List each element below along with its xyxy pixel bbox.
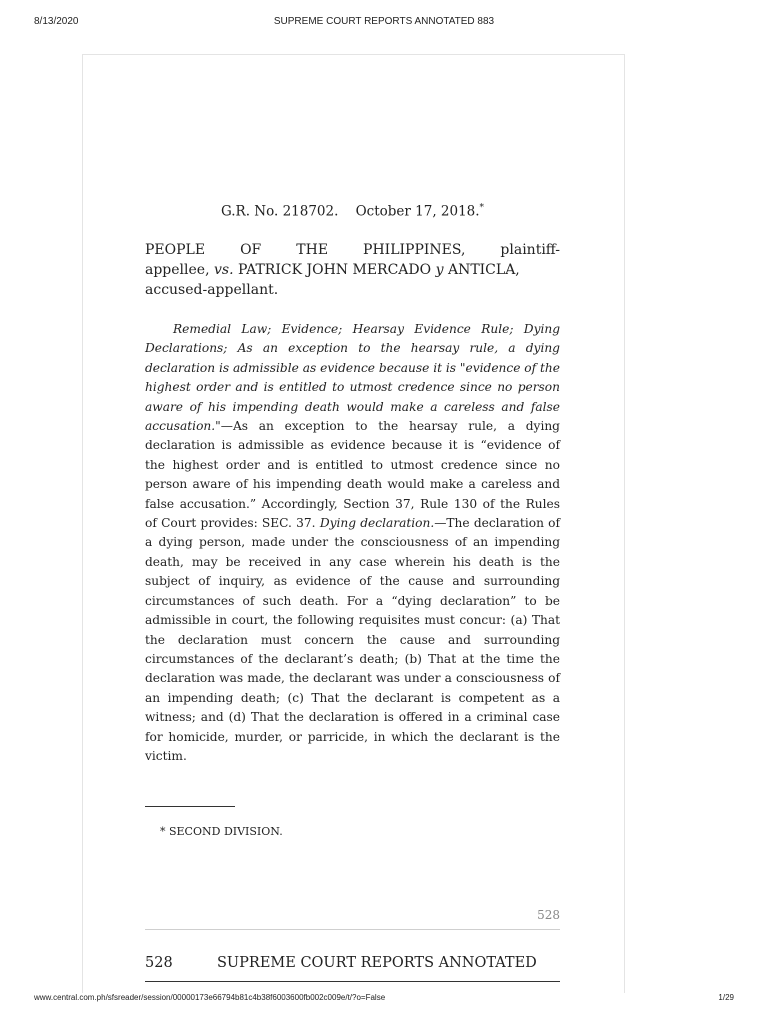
syllabus-headnote: Remedial Law; Evidence; Hearsay Evidence Rule; Dying Declarations; As an exception to the hearsay rule, a dying declaration is admissible as evidence because it is "evidence of the highest order and is entitled to utmost credence since no person aware of his impending death would make a careless and false accusation." bbox=[145, 322, 560, 434]
parties-word: plaintiff- bbox=[500, 242, 560, 258]
page-divider bbox=[145, 929, 560, 930]
syllabus-italic-term: Dying declaration. bbox=[319, 516, 435, 531]
syllabus-body: —The declaration of a dying person, made under the consciousness of an impending death, may be received in any case wherein his death is the subject of inquiry, as evidence of the cause and surrounding circumstances of such death. For a “dying declaration” to be admissible in court, the following requisites must concur: (a) That the declaration must concern the cause and surrounding circumstances of the declarant’s death; (b) That at the time the declaration was made, the declarant was under a consciousness of an impending death; (c) That the declarant is competent as a witness; and (d) That the declaration is offered in a criminal case for homicide, murder, or parricide, in which the declarant is the victim. bbox=[145, 516, 560, 763]
running-head bbox=[145, 955, 537, 971]
parties-word: PHILIPPINES, bbox=[363, 242, 466, 258]
running-head-divider bbox=[145, 981, 560, 982]
print-header bbox=[0, 16, 768, 32]
running-head-number: 528 bbox=[145, 955, 173, 971]
decision-date: October 17, 2018. bbox=[355, 203, 480, 220]
parties-text: ANTICLA, bbox=[447, 262, 520, 278]
case-parties bbox=[145, 240, 560, 300]
parties-line-1 bbox=[145, 240, 560, 260]
footnote: * SECOND DIVISION. bbox=[160, 825, 283, 838]
print-url: www.central.com.ph/sfsreader/session/00000173e66794b81c4b38f6003600fb002c009e/t/?o=False bbox=[34, 993, 386, 1002]
print-page-count: 1/29 bbox=[718, 993, 734, 1002]
footnote-divider bbox=[145, 806, 235, 807]
parties-text: y bbox=[435, 262, 444, 278]
print-date: 8/13/2020 bbox=[34, 16, 79, 27]
parties-word: OF bbox=[240, 242, 262, 258]
page-number: 528 bbox=[537, 908, 560, 922]
accused-name: PATRICK JOHN MERCADO bbox=[237, 262, 432, 278]
parties-line-2 bbox=[145, 260, 560, 280]
running-head-title: SUPREME COURT REPORTS ANNOTATED bbox=[217, 955, 537, 971]
versus-text: vs. bbox=[213, 262, 234, 278]
footnote-marker[interactable]: * bbox=[479, 203, 485, 213]
parties-line-3: accused-appellant. bbox=[145, 282, 279, 298]
syllabus-paragraph bbox=[145, 320, 560, 766]
case-number-line bbox=[145, 203, 560, 220]
parties-word: THE bbox=[296, 242, 329, 258]
parties-word: PEOPLE bbox=[145, 242, 206, 258]
print-title: SUPREME COURT REPORTS ANNOTATED 883 bbox=[273, 16, 495, 27]
print-footer bbox=[0, 993, 768, 1009]
parties-text: appellee, bbox=[145, 262, 210, 278]
gr-number: G.R. No. 218702. bbox=[220, 203, 339, 220]
syllabus-body: —As an exception to the hearsay rule, a dying declaration is admissible as evidence because it is “evidence of the highest order and is entitled to utmost credence since no person aware of his impending death would make a careless and false accusation.” Accordingly, Section 37, Rule 130 of the Rules of Court provides: SEC. 37. bbox=[145, 419, 560, 531]
